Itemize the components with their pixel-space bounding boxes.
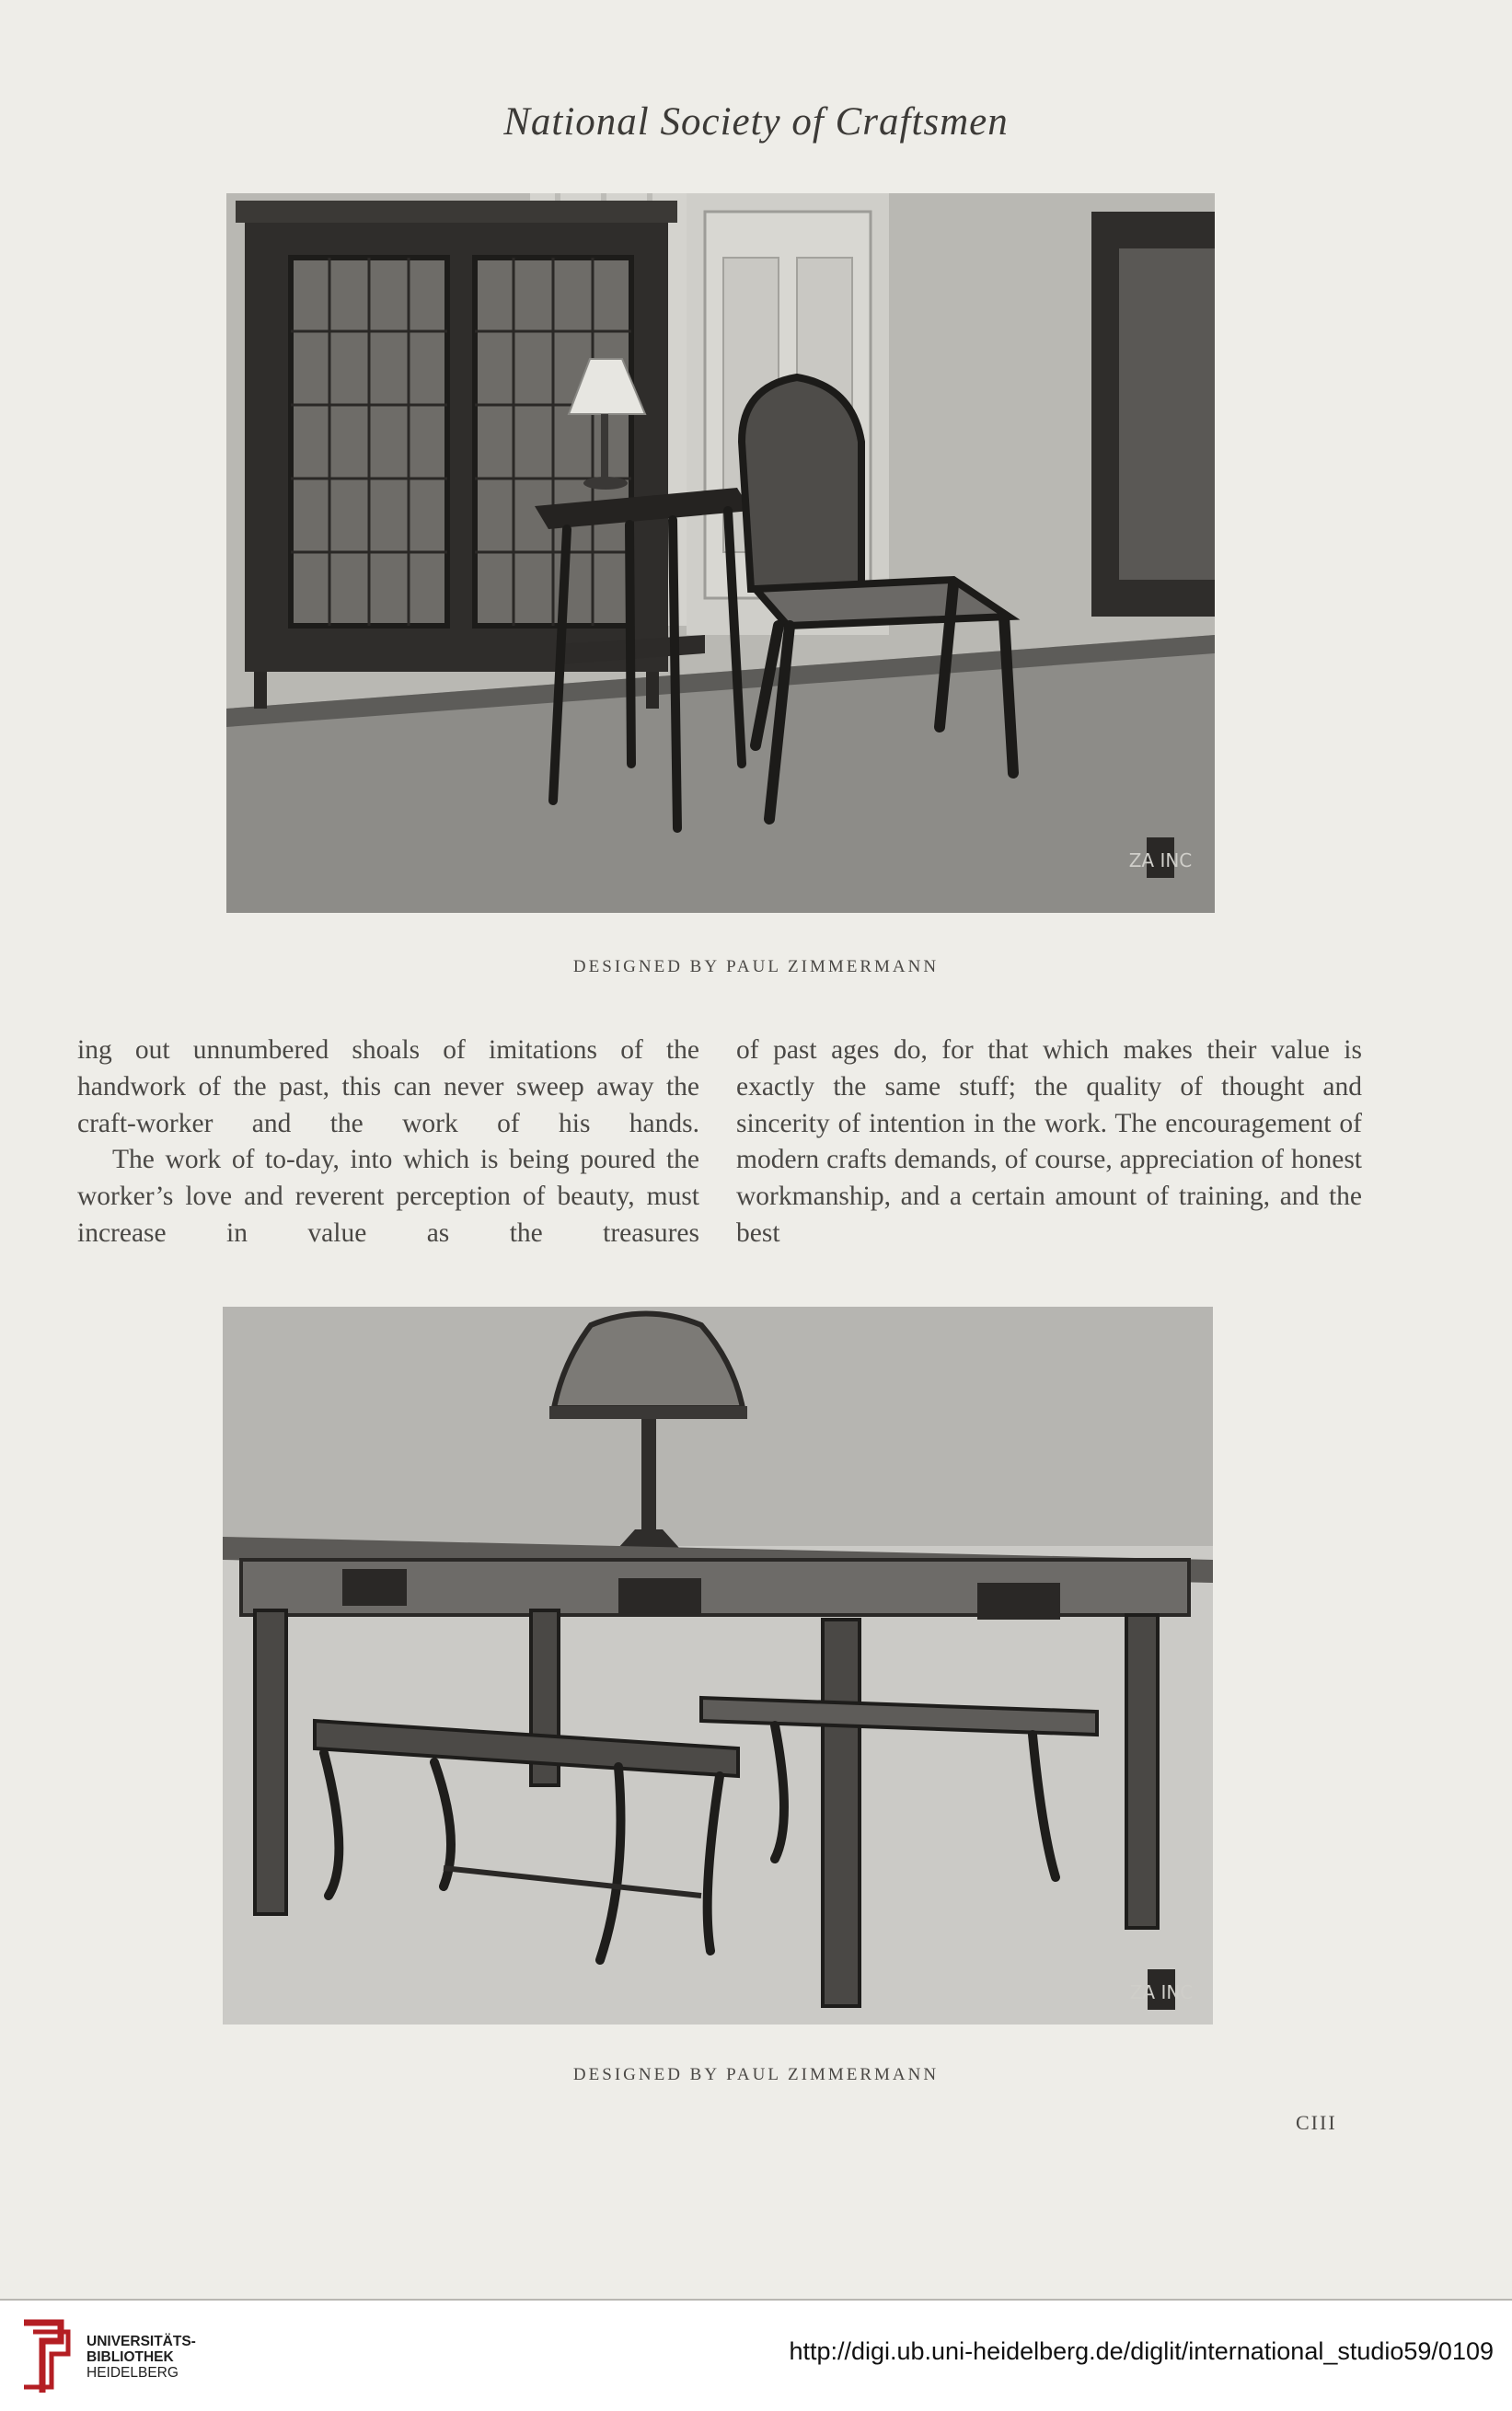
- body-column-right: [736, 1032, 1362, 1252]
- plate-caption-bottom: DESIGNED BY PAUL ZIMMERMANN: [572, 2065, 940, 2084]
- body-paragraph: ing out unnumbered shoals of imitations of the handwork of the past, this can never sweep away the craft-worker and the work of his hands.: [77, 1035, 699, 1138]
- body-column-left: [77, 1032, 699, 1252]
- photo-plate-bookcase-chair: [226, 193, 1215, 913]
- library-name-line1: UNIVERSITÄTS-: [87, 2334, 196, 2349]
- footer-bar: [0, 2299, 1512, 2411]
- plate1-monogram: ZA INC: [1128, 849, 1193, 871]
- library-logo-icon: [15, 2313, 75, 2398]
- library-name-line3: HEIDELBERG: [87, 2365, 179, 2381]
- body-paragraph: The work of to-day, into which is being poured the worker’s love and reverent perception of beauty, must increase in value as the treasures: [77, 1145, 699, 1248]
- photo-plate-table-benches: [223, 1307, 1213, 2025]
- plate2-monogram: ZA INC: [1129, 1981, 1194, 2003]
- photo-bookcase-chair-illustration: [226, 193, 1215, 913]
- body-paragraph: of past ages do, for that which makes their value is exactly the same stuff; the quality of thought and sincerity of intention in the work. The encouragement of modern crafts demands, of course, appreciation of honest workmanship, and a certain amount of training, and the best: [736, 1035, 1362, 1248]
- photo-table-benches-illustration: [223, 1307, 1213, 2025]
- library-name: [87, 2334, 196, 2381]
- library-name-line2: BIBLIOTHEK: [87, 2349, 174, 2365]
- source-url-link[interactable]: http://digi.ub.uni-heidelberg.de/diglit/international_studio59/0109: [789, 2337, 1494, 2365]
- running-title: National Society of Craftsmen: [503, 100, 1009, 144]
- plate-caption-top: DESIGNED BY PAUL ZIMMERMANN: [572, 957, 940, 976]
- page-number: CIII: [1296, 2111, 1337, 2134]
